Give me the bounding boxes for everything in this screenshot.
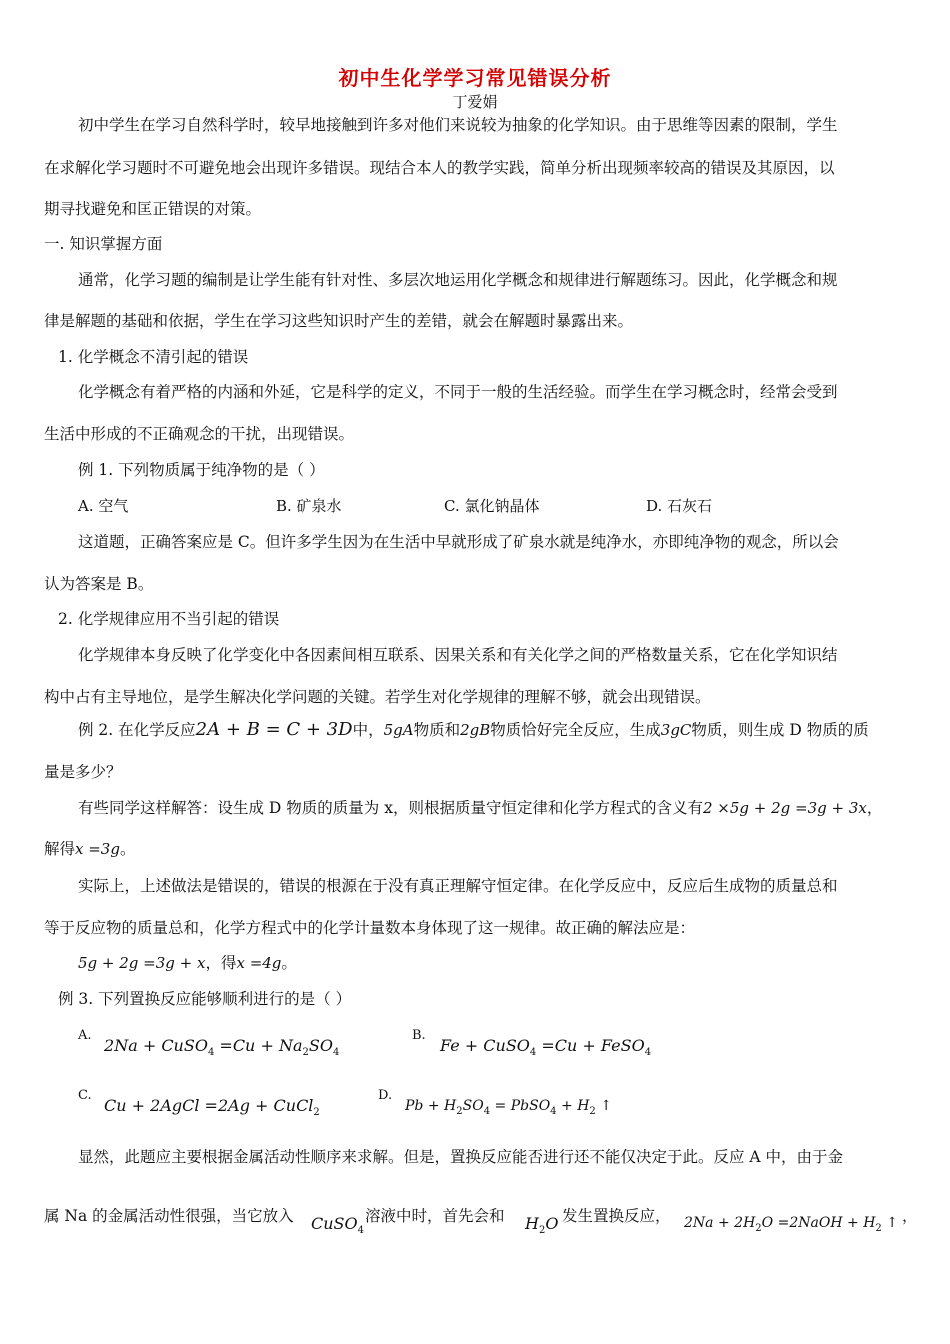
document-title: 初中生化学学习常见错误分析 <box>338 66 612 90</box>
option-c-label: C. <box>78 1088 92 1103</box>
option-a-label: A. <box>78 1028 92 1043</box>
paragraph-line: 溶液中时，首先会和 <box>365 1207 505 1225</box>
formula: CuSO$_4$ <box>311 1214 364 1237</box>
subsection-heading: 2. 化学规律应用不当引起的错误 <box>58 610 280 628</box>
equation-d: $Pb + H_2SO_4$ = PbSO$_4$ + $H_2$ ↑ <box>405 1098 612 1117</box>
example-2: 例 2. 在化学反应2A + B = C + 3D中，5gA物质和2gB物质恰好完全反应，生成3gC物质，则生成 D 物质的质 <box>78 719 869 740</box>
example-question: 例 3. 下列置换反应能够顺利进行的是（ ） <box>58 990 352 1008</box>
option-d-label: D. <box>378 1088 393 1103</box>
equation: $2Na + 2H_2O$ =2NaOH + $H_2$ ↑ <box>684 1215 898 1234</box>
equation-a: 2Na + CuSO$_4$ $=Cu + Na_2SO_4$ <box>104 1036 340 1059</box>
section-heading: 一. 知识掌握方面 <box>44 235 163 253</box>
formula: 2gB <box>460 721 491 739</box>
paragraph-line: 化学规律本身反映了化学变化中各因素间相互联系、因果关系和有关化学之间的严格数量关系，它在化学知识结 <box>78 646 838 664</box>
paragraph-line: 化学概念有着严格的内涵和外延，它是科学的定义，不同于一般的生活经验。而学生在学习概念时，经常会受到 <box>78 383 838 401</box>
paragraph-line: 属 Na 的金属活动性很强，当它放入 <box>44 1207 294 1225</box>
wrong-solution: 有些同学这样解答：设生成 D 物质的质量为 x，则根据质量守恒定律和化学方程式的含义有2 ×5g + 2g =3g + 3x， <box>78 799 883 817</box>
option-c: C. 氯化钠晶体 <box>444 497 540 515</box>
paragraph-line: 等于反应物的质量总和，化学方程式中的化学计量数本身体现了这一规律。故正确的解法应是： <box>44 919 696 937</box>
paragraph-line: 在求解化学习题时不可避免地会出现许多错误。现结合本人的教学实践，简单分析出现频率较高的错误及其原因，以 <box>44 159 835 177</box>
paragraph-line: 律是解题的基础和依据，学生在学习这些知识时产生的差错，就会在解题时暴露出来。 <box>44 312 634 330</box>
option-a: A. 空气 <box>78 497 129 515</box>
wrong-solution-result: 解得x =3g。 <box>44 840 136 858</box>
paragraph-line: 期寻找避免和匡正错误的对策。 <box>44 200 262 218</box>
paragraph-line: 生活中形成的不正确观念的干扰，出现错误。 <box>44 425 355 443</box>
paragraph-line: 这道题，正确答案应是 C。但许多学生因为在生活中早就形成了矿泉水就是纯净水，亦即纯净物的观念，所以会 <box>78 533 839 551</box>
subsection-heading: 1. 化学概念不清引起的错误 <box>58 348 249 366</box>
option-b: B. 矿泉水 <box>276 497 342 515</box>
author: 丁爱娟 <box>452 93 498 111</box>
formula: 2A + B = C + 3D <box>195 719 353 740</box>
equation-c: Cu + 2AgCl =2Ag + CuCl$_2$ <box>104 1096 320 1119</box>
punctuation: ， <box>902 1207 918 1225</box>
example-question: 例 1. 下列物质属于纯净物的是（ ） <box>78 461 325 479</box>
formula: 5gA <box>383 721 414 739</box>
option-d: D. 石灰石 <box>646 497 713 515</box>
paragraph-line: 显然，此题应主要根据金属活动性顺序来求解。但是，置换反应能否进行还不能仅决定于此。反应 A 中，由于金 <box>78 1148 844 1166</box>
option-b-label: B. <box>412 1028 426 1043</box>
paragraph-line: 构中占有主导地位，是学生解决化学问题的关键。若学生对化学规律的理解不够，就会出现错误。 <box>44 688 711 706</box>
formula: 2 ×5g + 2g =3g + 3x <box>702 799 867 817</box>
paragraph-line: 初中学生在学习自然科学时，较早地接触到许多对他们来说较为抽象的化学知识。由于思维等因素的限制，学生 <box>78 116 838 134</box>
paragraph-line: 发生置换反应， <box>562 1207 671 1225</box>
correct-solution: 5g + 2g =3g + x，得x =4g。 <box>78 954 297 972</box>
formula: x =3g <box>75 840 120 858</box>
formula: 3gC <box>660 721 692 739</box>
paragraph-line: 认为答案是 B。 <box>44 575 154 593</box>
formula: 5g + 2g =3g + x <box>78 954 206 972</box>
paragraph-line: 量是多少？ <box>44 763 122 781</box>
paragraph-line: 通常，化学习题的编制是让学生能有针对性、多层次地运用化学概念和规律进行解题练习。因此，化学概念和规 <box>78 271 838 289</box>
equation-b: Fe + CuSO$_4$ =Cu + FeSO$_4$ <box>440 1036 652 1059</box>
formula: x =4g <box>236 954 282 972</box>
paragraph-line: 实际上，上述做法是错误的，错误的根源在于没有真正理解守恒定律。在化学反应中，反应后生成物的质量总和 <box>78 877 838 895</box>
formula: $H_2O$ <box>525 1214 559 1237</box>
